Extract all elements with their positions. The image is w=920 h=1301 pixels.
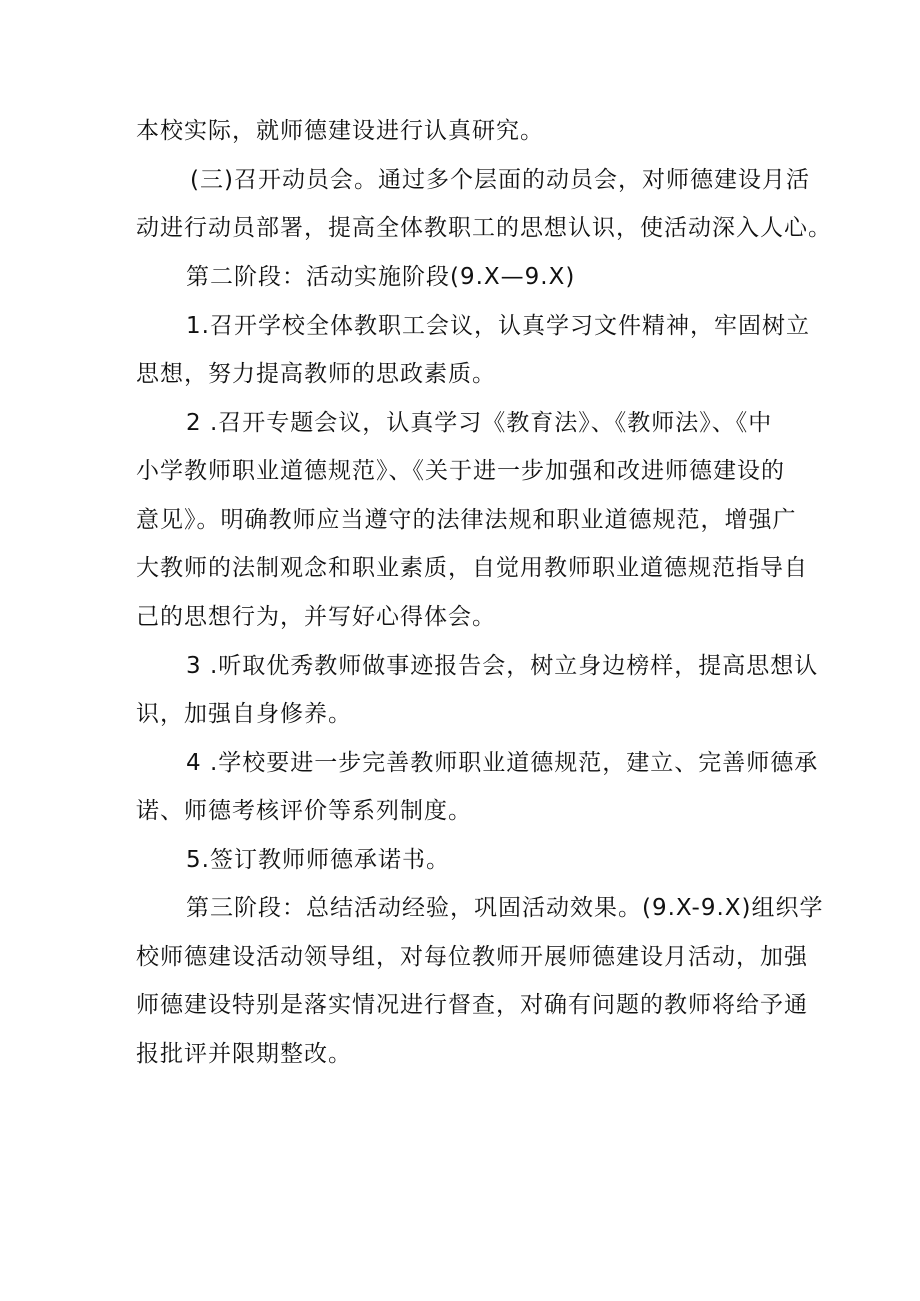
text-line: 4 .学校要进一步完善教师职业道德规范，建立、完善师德承	[186, 750, 819, 776]
text-line: 小学教师职业道德规范》、《关于进一步加强和改进师德建设的	[136, 458, 785, 484]
text-line: 识，加强自身修养。	[136, 701, 352, 727]
text-line: 本校实际，就师德建设进行认真研究。	[136, 118, 544, 144]
text-line: 意见》。明确教师应当遵守的法律法规和职业道德规范，增强广	[136, 507, 797, 533]
text-line: 1.召开学校全体教职工会议，认真学习文件精神，牢固树立	[186, 313, 810, 339]
text-line: 师德建设特别是落实情况进行督查，对确有问题的教师将给予通	[136, 992, 808, 1018]
text-line: 2 .召开专题会议，认真学习《教育法》、《教师法》、《中	[186, 410, 773, 436]
text-line: 大教师的法制观念和职业素质，自觉用教师职业道德规范指导自	[136, 555, 808, 581]
text-line: (三)召开动员会。通过多个层面的动员会，对师德建设月活	[190, 167, 810, 193]
text-line: 第二阶段：活动实施阶段(9.X—9.X)	[186, 264, 576, 290]
text-line: 诺、师德考核评价等系列制度。	[136, 798, 472, 824]
text-line: 校师德建设活动领导组，对每位教师开展师德建设月活动，加强	[136, 944, 808, 970]
text-line: 5.签订教师师德承诺书。	[186, 847, 450, 873]
text-line: 3 .听取优秀教师做事迹报告会，树立身边榜样，提高思想认	[186, 653, 819, 679]
text-line: 己的思想行为，并写好心得体会。	[136, 604, 496, 630]
text-line: 报批评并限期整改。	[136, 1041, 352, 1067]
text-line: 动进行动员部署，提高全体教职工的思想认识，使活动深入人心。	[136, 215, 832, 241]
text-line: 思想，努力提高教师的思政素质。	[136, 361, 496, 387]
text-line: 第三阶段：总结活动经验，巩固活动效果。(9.X-9.X)组织学	[186, 895, 824, 921]
